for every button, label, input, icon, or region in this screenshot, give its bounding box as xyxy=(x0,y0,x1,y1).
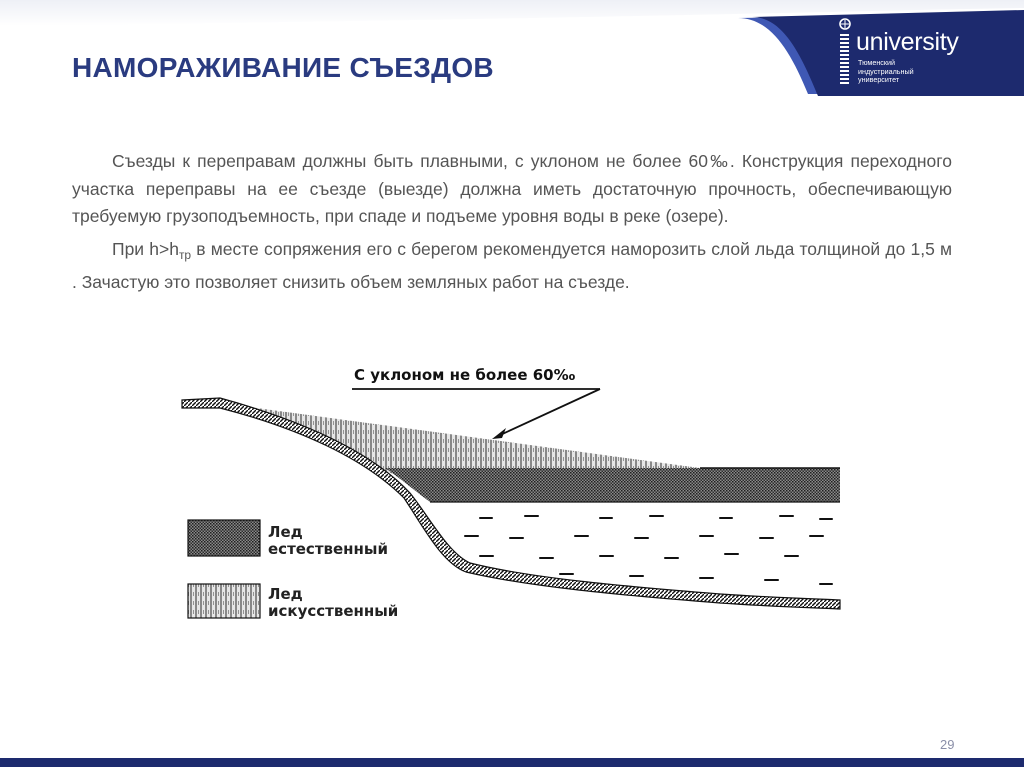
legend-label: искусственный xyxy=(268,602,399,620)
slide-title: НАМОРАЖИВАНИЕ СЪЕЗДОВ xyxy=(72,52,494,83)
legend-swatch-natural xyxy=(188,520,260,556)
slope-arrow xyxy=(498,389,600,436)
figure-caption: С уклоном не более 60‰ xyxy=(354,366,576,384)
university-logo xyxy=(836,18,986,88)
body-text xyxy=(72,148,952,302)
university-logo-mark-icon xyxy=(836,18,854,88)
legend-swatch-artificial xyxy=(188,584,260,618)
logo-subtitle-line: индустриальный xyxy=(858,66,914,76)
paragraph-slope: Съезды к переправам должны быть плавными, с уклоном не более 60‰. Конструкция переходного участка переправы на ее съезде (выезде) должна иметь достаточную прочность, обеспечивающую требуемую грузоподъемность, при спаде и подъеме уровня воды в реке (озере). xyxy=(72,151,952,226)
natural-ice-layer xyxy=(385,468,840,502)
paragraph-freezing xyxy=(72,236,952,297)
legend-label: Лед xyxy=(268,585,303,603)
logo-subtitle-line: университет xyxy=(858,75,900,84)
paragraph-rest: в месте сопряжения его с берегом рекомендуется наморозить слой льда толщиной до 1,5 м . Зачастую это позволяет снизить объем земляных работ на съезде. xyxy=(72,238,952,292)
legend-label: Лед xyxy=(268,523,303,541)
page-number: 29 xyxy=(940,737,955,752)
logo-subtitle xyxy=(858,59,914,85)
legend-natural-ice xyxy=(268,524,388,558)
legend-label: естественный xyxy=(268,540,388,558)
logo-wordmark: university xyxy=(856,28,959,56)
ice-ramp-diagram xyxy=(180,358,845,633)
paragraph-start: При h>h xyxy=(112,238,179,259)
legend-artificial-ice xyxy=(268,586,398,620)
logo-subtitle-line: Тюменский xyxy=(858,58,896,67)
footer-band xyxy=(0,758,1024,767)
h-subscript: тр xyxy=(178,247,192,262)
